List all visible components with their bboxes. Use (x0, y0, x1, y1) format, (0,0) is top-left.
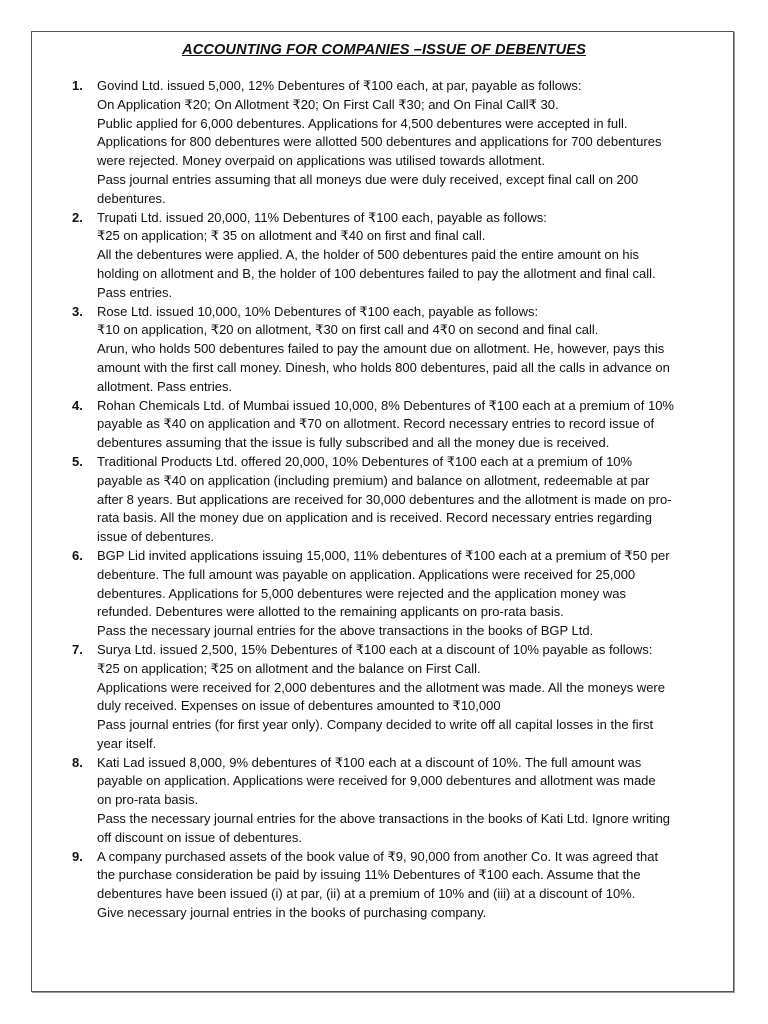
question-text-line: Applications were received for 2,000 debentures and the allotment was made. All the moneys were (97, 679, 665, 695)
question-text-line: Public applied for 6,000 debentures. Applications for 4,500 debentures were accepted in full. (97, 115, 628, 131)
question-text-line: Trupati Ltd. issued 20,000, 11% Debentures of ₹100 each, payable as follows: (97, 209, 547, 225)
question-text-line: Kati Lad issued 8,000, 9% debentures of ₹100 each at a discount of 10%. The full amount was (97, 754, 642, 770)
question-text-line: payable as ₹40 on application (including premium) and balance on allotment, redeemable at par (97, 472, 650, 488)
question-text-line: Applications for 800 debentures were allotted 500 debentures and applications for 700 debentures (97, 134, 662, 150)
question-text-line: On Application ₹20; On Allotment ₹20; On First Call ₹30; and On Final Call₹ 30. (97, 96, 559, 112)
page-title: ACCOUNTING FOR COMPANIES –ISSUE OF DEBENTUES (182, 42, 586, 58)
question-text-line: Pass journal entries assuming that all moneys due were duly received, except final call on 200 (97, 171, 639, 187)
question-text-line: Arun, who holds 500 debentures failed to pay the amount due on allotment. He, however, pays this (97, 341, 665, 357)
question-item (0, 641, 768, 754)
question-text-line: ₹25 on application; ₹ 35 on allotment and ₹40 on first and final call. (97, 228, 486, 244)
question-item (0, 209, 768, 303)
question-item (0, 303, 768, 397)
question-number: 8. (72, 754, 83, 770)
question-text-line: debentures have been issued (i) at par, (ii) at a premium of 10% and (iii) at a discount of 10%. (97, 886, 636, 902)
question-text-line: debentures. Applications for 5,000 debentures were rejected and the application money was (97, 585, 627, 601)
question-text-line: Rohan Chemicals Ltd. of Mumbai issued 10,000, 8% Debentures of ₹100 each at a premium of 10% (97, 397, 674, 413)
question-number: 3. (72, 303, 83, 319)
question-text-line: Pass the necessary journal entries for the above transactions in the books of Kati Ltd. Ignore writing (97, 811, 671, 827)
question-text-line: Traditional Products Ltd. offered 20,000, 10% Debentures of ₹100 each at a premium of 10% (97, 453, 633, 469)
question-text-line: Give necessary journal entries in the books of purchasing company. (97, 905, 487, 921)
question-text-line: Govind Ltd. issued 5,000, 12% Debentures of ₹100 each, at par, payable as follows: (97, 78, 582, 93)
question-text-line: rata basis. All the money due on application and is received. Record necessary entries regarding (97, 510, 652, 526)
question-number: 6. (72, 547, 83, 563)
question-item (0, 77, 768, 209)
question-text-line: duly received. Expenses on issue of debentures amounted to ₹10,000 (97, 698, 501, 714)
question-text-line: were rejected. Money overpaid on applications was utilised towards allotment. (97, 153, 546, 169)
question-text-line: debentures assuming that the issue is fully subscribed and all the money due is received. (97, 435, 610, 451)
question-text-line: ₹25 on application; ₹25 on allotment and the balance on First Call. (97, 660, 481, 676)
question-text-line: off discount on issue of debentures. (97, 829, 303, 845)
question-number: 4. (72, 397, 83, 413)
question-text-line: issue of debentures. (97, 529, 215, 545)
question-text-line: holding on allotment and B, the holder of 100 debentures failed to pay the allotment and final call. (97, 265, 656, 281)
question-text-line: Pass journal entries (for first year only). Company decided to write off all capital losses in the first (97, 717, 654, 733)
question-text-line: payable as ₹40 on application and ₹70 on allotment. Record necessary entries to record issue of (97, 416, 655, 432)
question-text-line: All the debentures were applied. A, the holder of 500 debentures paid the entire amount on his (97, 247, 640, 263)
question-text-line: Surya Ltd. issued 2,500, 15% Debentures of ₹100 each at a discount of 10% payable as follows: (97, 641, 653, 657)
question-text-line: allotment. Pass entries. (97, 378, 233, 394)
question-text-line: amount with the first call money. Dinesh, who holds 800 debentures, paid all the calls in advance on (97, 359, 670, 375)
question-text-line: Pass the necessary journal entries for the above transactions in the books of BGP Ltd. (97, 623, 594, 639)
question-item (0, 397, 768, 453)
question-number: 1. (72, 78, 83, 93)
question-text-line: debenture. The full amount was payable on application. Applications were received for 25,000 (97, 566, 636, 582)
question-text-line: Pass entries. (97, 284, 173, 300)
question-list (0, 77, 768, 923)
question-text-line: Rose Ltd. issued 10,000, 10% Debentures of ₹100 each, payable as follows: (97, 303, 539, 319)
question-text-line: the purchase consideration be paid by issuing 11% Debentures of ₹100 each. Assume that the (97, 867, 641, 883)
question-text-line: payable on application. Applications were received for 9,000 debentures and allotment was made (97, 773, 656, 789)
question-text-line: year itself. (97, 735, 157, 751)
question-item (0, 848, 768, 923)
question-number: 2. (72, 209, 83, 225)
question-text-line: ₹10 on application, ₹20 on allotment, ₹30 on first call and 4₹0 on second and final call. (97, 322, 599, 338)
question-text-line: refunded. Debentures were allotted to the remaining applicants on pro-rata basis. (97, 604, 564, 620)
question-item (0, 547, 768, 641)
question-number: 7. (72, 641, 83, 657)
question-text-line: after 8 years. But applications are received for 30,000 debentures and the allotment is made on pro- (97, 491, 672, 507)
question-number: 9. (72, 848, 83, 864)
question-number: 5. (72, 453, 83, 469)
question-item (0, 754, 768, 848)
question-text-line: A company purchased assets of the book value of ₹9, 90,000 from another Co. It was agreed that (97, 848, 659, 864)
question-text-line: BGP Lid invited applications issuing 15,000, 11% debentures of ₹100 each at a premium of ₹50 per (97, 547, 670, 563)
question-text-line: debentures. (97, 190, 166, 206)
question-text-line: on pro-rata basis. (97, 792, 199, 808)
question-item (0, 453, 768, 547)
